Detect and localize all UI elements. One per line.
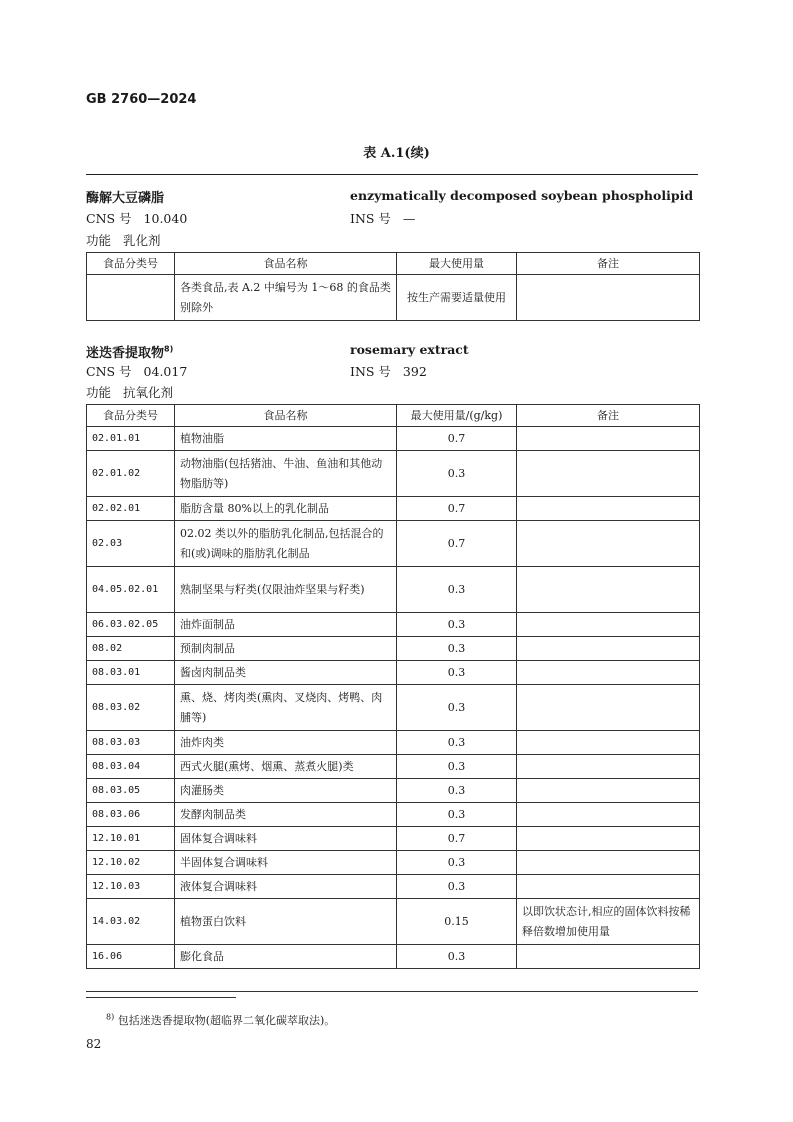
table-row (87, 427, 700, 451)
food-name: 脂肪含量 80%以上的乳化制品 (175, 497, 397, 521)
ins-label: INS 号 (350, 211, 391, 226)
food-name: 预制肉制品 (175, 637, 397, 661)
function-label: 功能 (86, 233, 112, 248)
food-code: 04.05.02.01 (87, 567, 175, 613)
food-name: 各类食品,表 A.2 中编号为 1～68 的食品类别除外 (175, 275, 397, 321)
col-header-name: 食品名称 (175, 253, 397, 275)
footnote (106, 1012, 335, 1028)
note: 以即饮状态计,相应的固体饮料按稀释倍数增加使用量 (517, 899, 700, 945)
food-name: 肉灌肠类 (175, 779, 397, 803)
table-row (87, 803, 700, 827)
additive-name-zh: 酶解大豆磷脂 (86, 191, 165, 206)
col-header-name: 食品名称 (175, 405, 397, 427)
max-usage: 0.3 (397, 661, 517, 685)
max-usage: 0.3 (397, 731, 517, 755)
max-usage: 0.3 (397, 945, 517, 969)
max-usage: 0.3 (397, 451, 517, 497)
ins-number (350, 209, 415, 227)
food-code (87, 275, 175, 321)
food-code: 02.01.02 (87, 451, 175, 497)
food-code: 06.03.02.05 (87, 613, 175, 637)
food-name: 固体复合调味料 (175, 827, 397, 851)
table-row (87, 497, 700, 521)
max-usage: 按生产需要适量使用 (397, 275, 517, 321)
function-label: 功能 (86, 385, 112, 400)
header-rule (86, 174, 698, 175)
max-usage: 0.3 (397, 875, 517, 899)
additive-name-en: enzymatically decomposed soybean phospholipid (350, 188, 694, 203)
max-usage: 0.15 (397, 899, 517, 945)
food-code: 08.03.01 (87, 661, 175, 685)
food-code: 02.02.01 (87, 497, 175, 521)
food-name: 西式火腿(熏烤、烟熏、蒸煮火腿)类 (175, 755, 397, 779)
table-row (87, 275, 700, 321)
table-row (87, 613, 700, 637)
food-name: 熟制坚果与籽类(仅限油炸坚果与籽类) (175, 567, 397, 613)
max-usage: 0.3 (397, 851, 517, 875)
note (517, 567, 700, 613)
table-row (87, 451, 700, 497)
food-code: 02.03 (87, 521, 175, 567)
food-name: 液体复合调味料 (175, 875, 397, 899)
food-code: 02.01.01 (87, 427, 175, 451)
food-name: 酱卤肉制品类 (175, 661, 397, 685)
note (517, 451, 700, 497)
col-header-code: 食品分类号 (87, 405, 175, 427)
food-code: 08.02 (87, 637, 175, 661)
cns-value: 10.040 (143, 211, 188, 226)
note (517, 851, 700, 875)
function-line (86, 231, 161, 249)
note (517, 521, 700, 567)
food-name: 熏、烧、烤肉类(熏肉、叉烧肉、烤鸭、肉脯等) (175, 685, 397, 731)
max-usage: 0.7 (397, 827, 517, 851)
usage-table-2 (86, 404, 700, 969)
cns-number (86, 209, 187, 227)
food-code: 12.10.01 (87, 827, 175, 851)
max-usage: 0.3 (397, 755, 517, 779)
col-header-note: 备注 (517, 253, 700, 275)
cns-number (86, 362, 187, 380)
food-name: 植物油脂 (175, 427, 397, 451)
page-number: 82 (86, 1037, 102, 1051)
function-value: 抗氧化剂 (123, 385, 174, 400)
note (517, 637, 700, 661)
food-code: 12.10.03 (87, 875, 175, 899)
food-code: 08.03.04 (87, 755, 175, 779)
function-line (86, 383, 173, 401)
note (517, 827, 700, 851)
footnote-text: 包括迷迭香提取物(超临界二氧化碳萃取法)。 (117, 1014, 336, 1027)
footer-rule (86, 991, 698, 992)
food-name: 植物蛋白饮料 (175, 899, 397, 945)
col-header-note: 备注 (517, 405, 700, 427)
footnote-ref: 8) (164, 344, 174, 354)
ins-value: — (402, 211, 416, 226)
max-usage: 0.3 (397, 613, 517, 637)
col-header-max: 最大使用量 (397, 253, 517, 275)
table-row (87, 945, 700, 969)
max-usage: 0.3 (397, 779, 517, 803)
max-usage: 0.3 (397, 637, 517, 661)
table-row (87, 851, 700, 875)
footnote-separator (86, 997, 236, 998)
note (517, 803, 700, 827)
food-name: 半固体复合调味料 (175, 851, 397, 875)
additive-name-text: 迷迭香提取物 (86, 346, 165, 361)
food-code: 12.10.02 (87, 851, 175, 875)
ins-number (350, 362, 427, 380)
standard-number: GB 2760—2024 (86, 92, 197, 107)
note (517, 613, 700, 637)
table-row (87, 899, 700, 945)
cns-value: 04.017 (143, 364, 188, 379)
table-row (87, 731, 700, 755)
table-header-row (87, 253, 700, 275)
table-row (87, 685, 700, 731)
col-header-max: 最大使用量/(g/kg) (397, 405, 517, 427)
table-row (87, 567, 700, 613)
table-row (87, 637, 700, 661)
max-usage: 0.3 (397, 567, 517, 613)
additive-name-zh (86, 342, 173, 361)
max-usage: 0.7 (397, 427, 517, 451)
note (517, 731, 700, 755)
food-code: 08.03.02 (87, 685, 175, 731)
col-header-code: 食品分类号 (87, 253, 175, 275)
note (517, 755, 700, 779)
note (517, 779, 700, 803)
food-code: 16.06 (87, 945, 175, 969)
food-code: 08.03.05 (87, 779, 175, 803)
table-header-row (87, 405, 700, 427)
note (517, 427, 700, 451)
food-code: 08.03.06 (87, 803, 175, 827)
food-code: 14.03.02 (87, 899, 175, 945)
table-row (87, 521, 700, 567)
food-name: 动物油脂(包括猪油、牛油、鱼油和其他动物脂肪等) (175, 451, 397, 497)
food-name: 油炸面制品 (175, 613, 397, 637)
note (517, 685, 700, 731)
note (517, 661, 700, 685)
table-row (87, 827, 700, 851)
table-title: 表 A.1(续) (363, 146, 430, 161)
ins-value: 392 (402, 364, 427, 379)
ins-label: INS 号 (350, 364, 391, 379)
food-name: 发酵肉制品类 (175, 803, 397, 827)
cns-label: CNS 号 (86, 364, 132, 379)
food-name: 膨化食品 (175, 945, 397, 969)
table-row (87, 875, 700, 899)
food-code: 08.03.03 (87, 731, 175, 755)
cns-label: CNS 号 (86, 211, 132, 226)
food-name: 02.02 类以外的脂肪乳化制品,包括混合的和(或)调味的脂肪乳化制品 (175, 521, 397, 567)
table-row (87, 779, 700, 803)
footnote-marker: 8) (106, 1012, 115, 1022)
food-name: 油炸肉类 (175, 731, 397, 755)
note (517, 875, 700, 899)
max-usage: 0.3 (397, 803, 517, 827)
max-usage: 0.7 (397, 521, 517, 567)
note (517, 497, 700, 521)
max-usage: 0.3 (397, 685, 517, 731)
function-value: 乳化剂 (123, 233, 161, 248)
table-row (87, 661, 700, 685)
table-row (87, 755, 700, 779)
usage-table-1 (86, 252, 700, 321)
additive-name-en: rosemary extract (350, 342, 469, 357)
max-usage: 0.7 (397, 497, 517, 521)
note (517, 275, 700, 321)
note (517, 945, 700, 969)
